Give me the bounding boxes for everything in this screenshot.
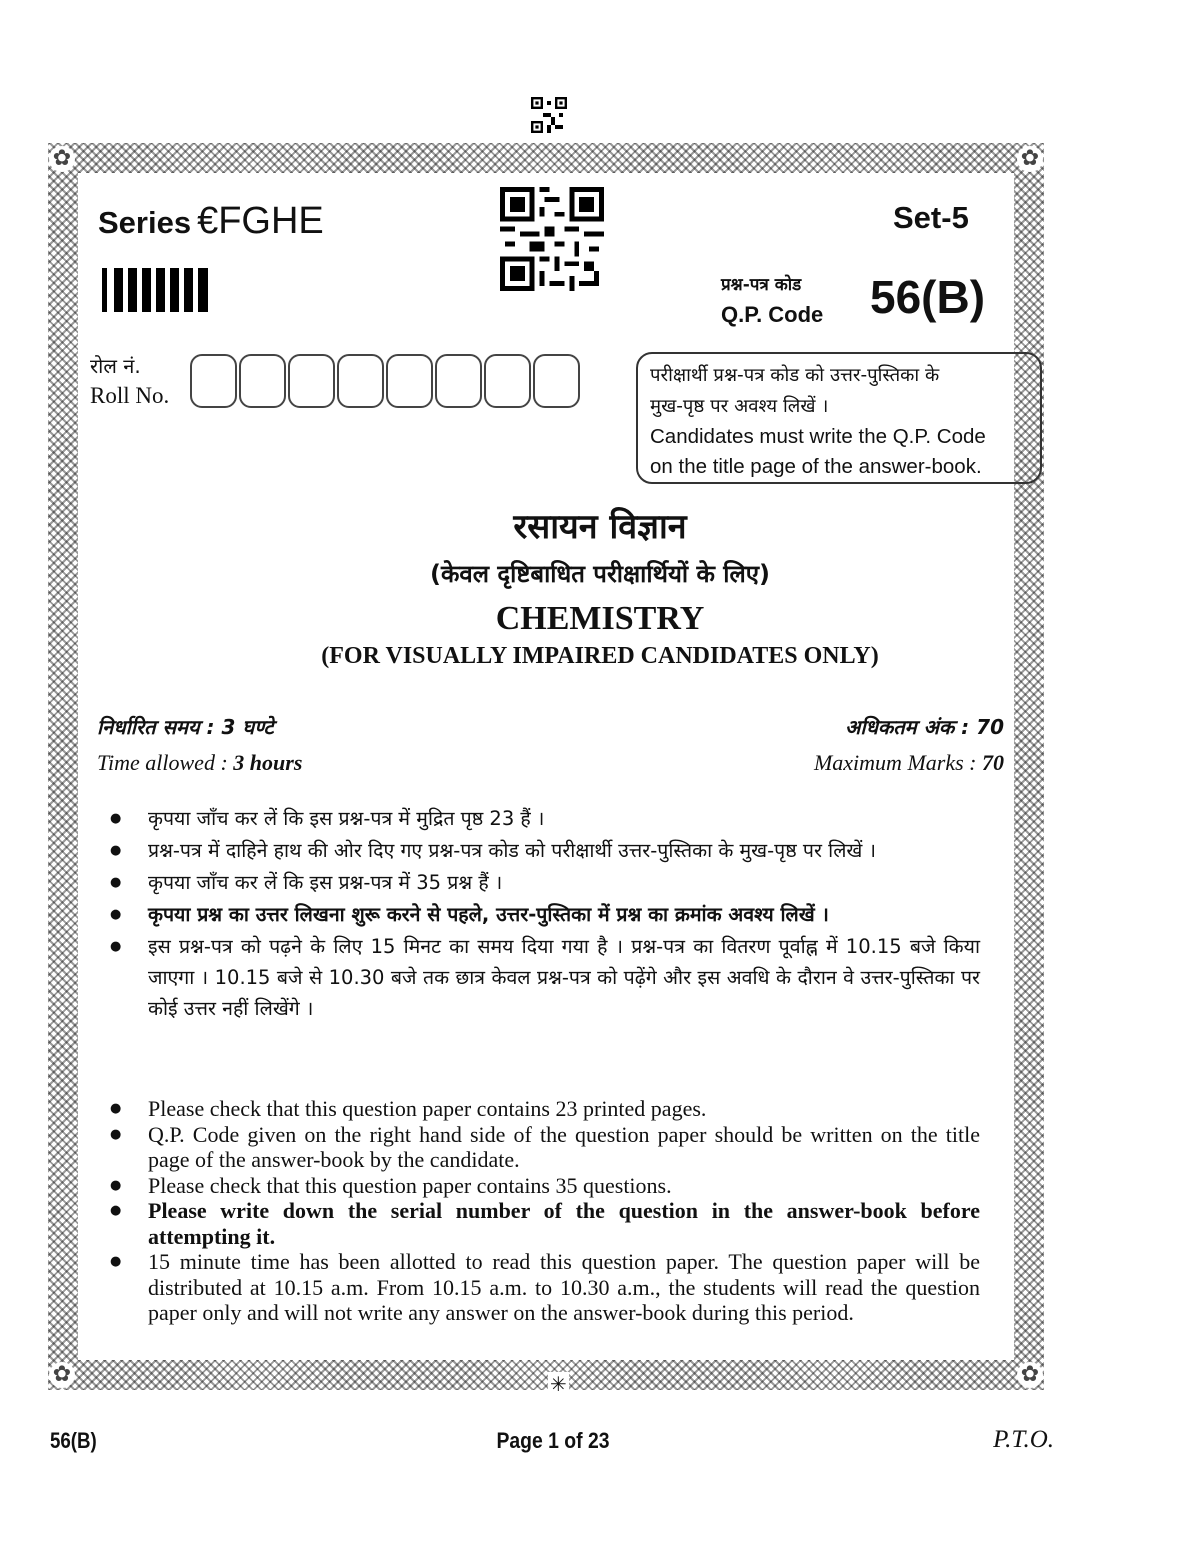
series-code: €FGHE [197, 200, 324, 242]
instructions-english [104, 1096, 980, 1326]
time-allowed-hindi: निर्धारित समय : 3 घण्टे [97, 715, 274, 739]
notice-english-line: Candidates must write the Q.P. Code [650, 425, 986, 448]
corner-ornament-icon: ✿ [49, 1362, 75, 1388]
instruction-item: ● इस प्रश्न-पत्र को पढ़ने के लिए 15 मिनट का समय दिया गया है । प्रश्न-पत्र का वितरण पूर्वाह्न में 10.15 बजे किया जाएगा । 10.15 बजे से 10.30 बजे तक छात्र केवल प्रश्न-पत्र को पढ़ेंगे और इस अवधि के दौरान वे उत्तर-पुस्तिका पर कोई उत्तर नहीं लिखेंगे । [104, 931, 980, 1024]
roll-digit-box[interactable] [435, 354, 482, 408]
series-label: Series €FGHE [98, 200, 324, 242]
time-allowed-english: Time allowed : 3 hours [97, 750, 303, 775]
qp-code-label-hindi: प्रश्न-पत्र कोड [721, 275, 802, 295]
instruction-item: ● Q.P. Code given on the right hand side of the question paper should be written on the title page of the answer-book by the candidate. [104, 1122, 980, 1173]
set-number: Set-5 [893, 200, 969, 235]
roll-digit-box[interactable] [288, 354, 335, 408]
qp-code-notice-box [636, 352, 1042, 484]
roll-digit-box[interactable] [533, 354, 580, 408]
bottom-star-icon: ✳ [550, 1372, 567, 1396]
main-qr-code [500, 187, 604, 291]
qp-code-label-english: Q.P. Code [721, 302, 824, 327]
subject-subtitle-hindi: (केवल दृष्टिबाधित परीक्षार्थियों के लिए) [430, 560, 770, 588]
roll-number-boxes [190, 354, 582, 408]
page-number: Page 1 of 23 [496, 1428, 610, 1453]
qp-code-value: 56(B) [870, 271, 986, 323]
footer-qp-code: 56(B) [50, 1428, 97, 1453]
roll-digit-box[interactable] [239, 354, 286, 408]
instruction-item: ● प्रश्न-पत्र में दाहिने हाथ की ओर दिए गए प्रश्न-पत्र कोड को परीक्षार्थी उत्तर-पुस्तिका के मुख-पृष्ठ पर लिखें । [104, 835, 980, 866]
instruction-item: ● कृपया जाँच कर लें कि इस प्रश्न-पत्र में मुद्रित पृष्ठ 23 हैं । [104, 803, 980, 834]
top-qr-code [531, 97, 567, 133]
subject-title-english: CHEMISTRY [495, 600, 705, 637]
notice-hindi-line: मुख-पृष्ठ पर अवश्य लिखें । [650, 396, 829, 417]
roll-label-english: Roll No. [90, 383, 170, 408]
notice-english-line: on the title page of the answer-book. [650, 455, 982, 478]
roll-digit-box[interactable] [386, 354, 433, 408]
pto-label: P.T.O. [993, 1426, 1054, 1453]
notice-hindi-line: परीक्षार्थी प्रश्न-पत्र कोड को उत्तर-पुस्तिका के [650, 365, 940, 386]
instructions-hindi [104, 803, 980, 1025]
subject-subtitle-english: (FOR VISUALLY IMPAIRED CANDIDATES ONLY) [321, 643, 879, 669]
roll-digit-box[interactable] [484, 354, 531, 408]
instruction-item: ● कृपया प्रश्न का उत्तर लिखना शुरू करने से पहले, उत्तर-पुस्तिका में प्रश्न का क्रमांक अवश्य लिखें । [104, 899, 980, 930]
subject-title-hindi: रसायन विज्ञान [513, 507, 687, 547]
corner-ornament-icon: ✿ [1017, 1362, 1043, 1388]
corner-ornament-icon: ✿ [1017, 146, 1043, 172]
max-marks-hindi: अधिकतम अंक : 70 [845, 715, 1004, 739]
roll-digit-box[interactable] [190, 354, 237, 408]
instruction-item: ● Please check that this question paper contains 35 questions. [104, 1173, 980, 1199]
instruction-item: ● Please write down the serial number of the question in the answer-book before attempting it. [104, 1198, 980, 1249]
instruction-item: ● Please check that this question paper contains 23 printed pages. [104, 1096, 980, 1122]
barcode [102, 268, 218, 312]
instruction-item: ● कृपया जाँच कर लें कि इस प्रश्न-पत्र में 35 प्रश्न हैं । [104, 867, 980, 898]
instruction-item: ● 15 minute time has been allotted to read this question paper. The question paper will be distributed at 10.15 a.m. From 10.15 a.m. to 10.30 a.m., the students will read the question paper only and will not write any answer on the answer-book during this period. [104, 1249, 980, 1326]
roll-digit-box[interactable] [337, 354, 384, 408]
max-marks-english: Maximum Marks : 70 [813, 750, 1004, 775]
corner-ornament-icon: ✿ [49, 146, 75, 172]
roll-label-hindi: रोल नं. [90, 354, 141, 378]
